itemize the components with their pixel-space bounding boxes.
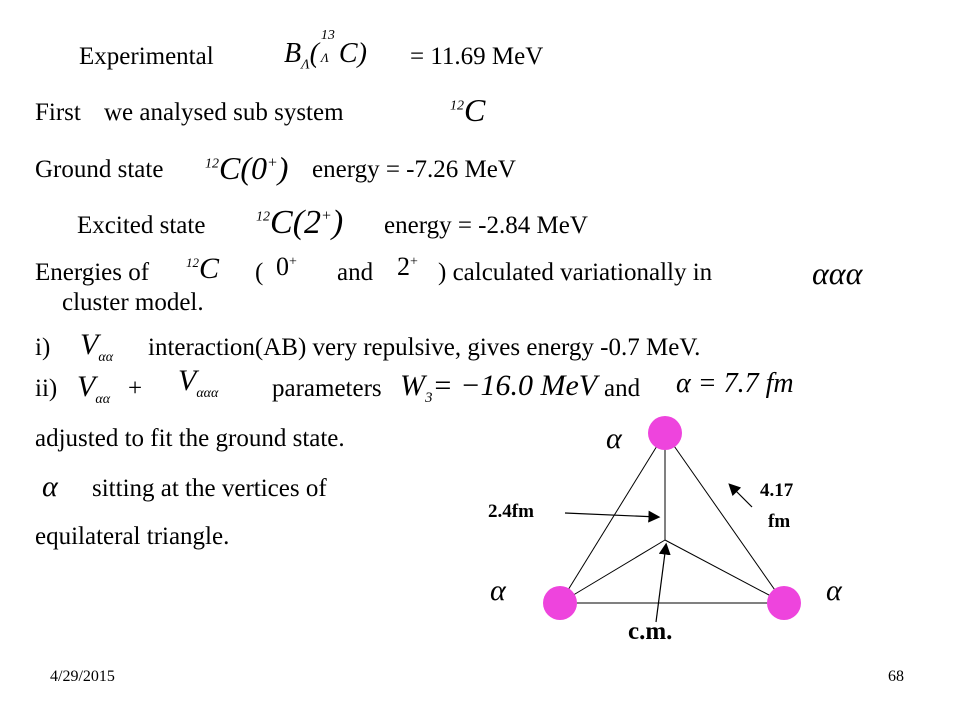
arrow-2-4fm [565,513,658,517]
footer-date: 4/29/2015 [50,668,115,685]
alpha-label-top: α [606,422,622,455]
formula-lambda-sub2: Λ [320,50,329,65]
alpha-particle-right [767,586,801,620]
edge-left [560,433,665,603]
excited-state-label: Excited state [77,212,206,239]
formula-b: B [284,38,302,69]
item-ii-number: ii) [35,375,58,402]
subsystem-text: we analysed sub system [104,99,344,126]
alpha-symbol-line9: α [42,470,58,503]
ground-state-energy: energy = -7.26 MeV [312,156,516,183]
item-i-text: interaction(AB) very repulsive, gives energy -0.7 MeV. [148,334,701,361]
parameters-text: parameters [272,375,382,402]
alpha-particle-left [543,586,577,620]
v-alpha-alpha-symbol-2: $V_{\alpha\alpha}$ [77,370,111,407]
energies-of-text: Energies of [35,259,150,286]
ground-state-label: Ground state [35,156,164,183]
v-alpha-triple-symbol: $V_{\alpha\alpha\alpha}$ [178,364,219,401]
formula-lambda-sub: Λ [301,57,310,73]
alpha-value-formula: α = 7.7 fm [676,368,794,399]
cluster-model-text: cluster model. [62,289,204,316]
formula-mass13: 13 [320,28,335,43]
binding-energy-formula: $B_\Lambda$( 13 Λ C) [284,28,367,73]
distance-2-4fm: 2.4fm [488,501,534,522]
w3-formula: $W_3= -16.0$ MeV [400,369,598,406]
c12-symbol: $^{12}$C [450,92,486,128]
distance-fm: fm [768,511,791,532]
two-plus-symbol: 2+ [397,252,418,281]
plus-sign: + [128,375,143,402]
alpha-label-right: α [826,574,842,607]
median-left [560,540,665,603]
experimental-label: Experimental [79,43,214,70]
c12-ground-symbol: $^{12}$C(0+) [205,150,289,186]
experimental-value: = 11.69 MeV [410,43,544,70]
adjusted-text: adjusted to fit the ground state. [35,425,345,452]
alpha-triplet-symbol: ααα [812,255,863,291]
alpha-particle-top [648,416,682,450]
first-word: First [35,99,81,126]
distance-4-17: 4.17 [760,480,794,501]
edge-right [665,433,784,603]
and-text-1: and [337,259,374,286]
c12-energies-symbol: $^{12}$C [186,252,220,285]
footer-page-number: 68 [888,668,904,685]
calculated-text: ) calculated variationally in [438,259,713,286]
vertices-text: sitting at the vertices of [92,475,327,502]
v-alpha-alpha-symbol: $V_{\alpha\alpha}$ [80,328,114,365]
zero-plus-symbol: 0+ [276,252,297,281]
arrow-4-17fm [730,485,752,507]
excited-state-energy: energy = -2.84 MeV [384,212,588,239]
formula-c: C [338,38,358,69]
alpha-label-left: α [490,574,506,607]
item-i-number: i) [35,334,51,361]
equilateral-text: equilateral triangle. [35,523,230,550]
and-text-2: and [604,375,641,402]
c12-excited-symbol: $^{12}$C(2+) [256,204,344,241]
median-right [665,540,784,603]
cm-label: c.m. [628,618,673,645]
arrow-cm [656,545,666,622]
open-paren: ( [255,259,264,286]
